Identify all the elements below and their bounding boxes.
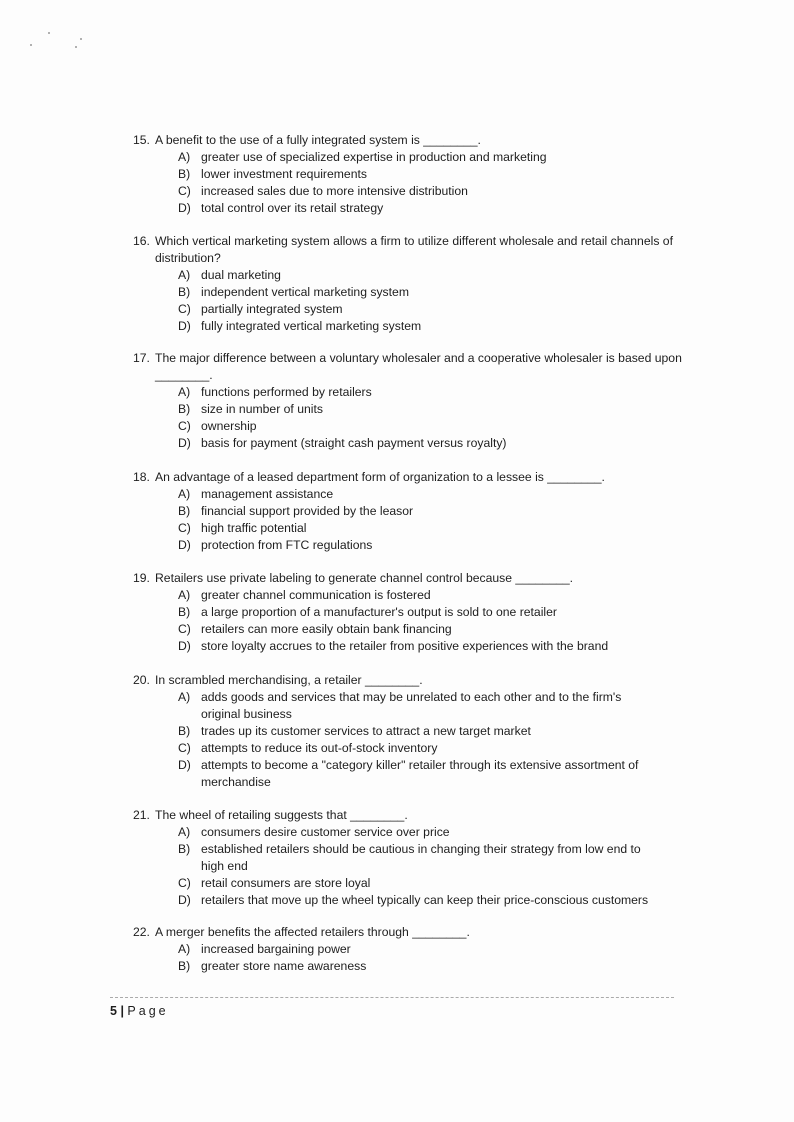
option-text: a large proportion of a manufacturer's output is sold to one retailer bbox=[201, 605, 557, 619]
question-text: Retailers use private labeling to generate channel control because ________. bbox=[155, 571, 574, 585]
option-letter: A) bbox=[178, 942, 191, 956]
question-number: 21. bbox=[133, 808, 150, 822]
option-letter: B) bbox=[178, 959, 191, 973]
option-letter: A) bbox=[178, 588, 191, 602]
scan-speck bbox=[30, 44, 32, 46]
option-letter: D) bbox=[178, 201, 191, 215]
option-letter: A) bbox=[178, 825, 191, 839]
option-letter: A) bbox=[178, 268, 191, 282]
option-letter: C) bbox=[178, 741, 191, 755]
scan-speck bbox=[48, 32, 50, 34]
answer-option bbox=[178, 418, 683, 435]
question-stem bbox=[133, 233, 683, 267]
option-text: independent vertical marketing system bbox=[201, 285, 409, 299]
question-19 bbox=[133, 570, 683, 655]
question-text: A merger benefits the affected retailers through ________. bbox=[155, 925, 470, 939]
option-letter: C) bbox=[178, 302, 191, 316]
question-number: 17. bbox=[133, 351, 150, 365]
option-letter: C) bbox=[178, 419, 191, 433]
option-letter: C) bbox=[178, 521, 191, 535]
option-text: greater channel communication is fostered bbox=[201, 588, 431, 602]
option-letter: C) bbox=[178, 622, 191, 636]
question-number: 15. bbox=[133, 133, 150, 147]
question-number: 22. bbox=[133, 925, 150, 939]
option-text: functions performed by retailers bbox=[201, 385, 372, 399]
answer-option bbox=[178, 166, 683, 183]
question-21 bbox=[133, 807, 683, 909]
answer-option bbox=[178, 486, 683, 503]
question-number: 19. bbox=[133, 571, 150, 585]
option-text: financial support provided by the leasor bbox=[201, 504, 414, 518]
option-letter: B) bbox=[178, 842, 191, 856]
option-text: attempts to become a "category killer" retailer through its extensive assortment of merchandise bbox=[201, 758, 639, 789]
option-text: consumers desire customer service over price bbox=[201, 825, 450, 839]
answer-option bbox=[178, 267, 683, 284]
answer-option bbox=[178, 740, 683, 757]
answer-option bbox=[178, 941, 683, 958]
option-text: basis for payment (straight cash payment versus royalty) bbox=[201, 436, 507, 450]
option-text: store loyalty accrues to the retailer from positive experiences with the brand bbox=[201, 639, 609, 653]
option-letter: A) bbox=[178, 690, 191, 704]
question-stem bbox=[133, 570, 683, 587]
answer-option bbox=[178, 435, 683, 452]
option-text: adds goods and services that may be unrelated to each other and to the firm's original business bbox=[201, 690, 622, 721]
option-text: retail consumers are store loyal bbox=[201, 876, 371, 890]
answer-option bbox=[178, 537, 683, 554]
answer-option bbox=[178, 384, 683, 401]
page-number: 5 bbox=[110, 1004, 117, 1018]
question-20 bbox=[133, 672, 683, 791]
option-text: established retailers should be cautious in changing their strategy from low end to high end bbox=[201, 842, 641, 873]
answer-option bbox=[178, 587, 683, 604]
option-text: lower investment requirements bbox=[201, 167, 367, 181]
option-letter: B) bbox=[178, 504, 191, 518]
option-text: retailers can more easily obtain bank financing bbox=[201, 622, 452, 636]
option-text: ownership bbox=[201, 419, 257, 433]
option-letter: C) bbox=[178, 876, 191, 890]
answer-option bbox=[178, 318, 683, 335]
option-text: partially integrated system bbox=[201, 302, 343, 316]
option-letter: B) bbox=[178, 285, 191, 299]
option-text: fully integrated vertical marketing system bbox=[201, 319, 422, 333]
answer-option bbox=[178, 824, 683, 841]
answer-option bbox=[178, 892, 683, 909]
option-text: retailers that move up the wheel typically can keep their price-conscious customers bbox=[201, 893, 649, 907]
question-number: 18. bbox=[133, 470, 150, 484]
option-letter: D) bbox=[178, 639, 191, 653]
option-letter: D) bbox=[178, 758, 191, 772]
answer-option bbox=[178, 503, 683, 520]
answer-option bbox=[178, 200, 683, 217]
question-stem bbox=[133, 469, 683, 486]
question-17 bbox=[133, 350, 683, 452]
option-text: increased sales due to more intensive distribution bbox=[201, 184, 468, 198]
option-letter: B) bbox=[178, 167, 191, 181]
option-text: greater use of specialized expertise in production and marketing bbox=[201, 150, 547, 164]
option-letter: D) bbox=[178, 319, 191, 333]
answer-option bbox=[178, 284, 683, 301]
scan-speck bbox=[75, 46, 77, 48]
page-footer bbox=[110, 1004, 169, 1018]
option-text: trades up its customer services to attract a new target market bbox=[201, 724, 531, 738]
question-stem bbox=[133, 924, 683, 941]
answer-option bbox=[178, 621, 683, 638]
option-text: greater store name awareness bbox=[201, 959, 367, 973]
question-number: 20. bbox=[133, 673, 150, 687]
answer-option bbox=[178, 520, 683, 537]
question-text: Which vertical marketing system allows a firm to utilize different wholesale and retail channels of distribution? bbox=[155, 234, 673, 265]
question-stem bbox=[133, 350, 683, 384]
answer-option bbox=[178, 689, 683, 723]
option-text: management assistance bbox=[201, 487, 334, 501]
option-letter: D) bbox=[178, 538, 191, 552]
answer-option bbox=[178, 638, 683, 655]
question-number: 16. bbox=[133, 234, 150, 248]
question-22 bbox=[133, 924, 683, 975]
answer-option bbox=[178, 604, 683, 621]
question-text: An advantage of a leased department form of organization to a lessee is ________. bbox=[155, 470, 605, 484]
option-text: total control over its retail strategy bbox=[201, 201, 384, 215]
question-text: The wheel of retailing suggests that ________. bbox=[155, 808, 408, 822]
answer-option bbox=[178, 183, 683, 200]
question-text: In scrambled merchandising, a retailer ________. bbox=[155, 673, 423, 687]
answer-option bbox=[178, 149, 683, 166]
option-letter: B) bbox=[178, 402, 191, 416]
page-label: Page bbox=[127, 1004, 169, 1018]
question-text: A benefit to the use of a fully integrated system is ________. bbox=[155, 133, 481, 147]
answer-option bbox=[178, 757, 683, 791]
option-letter: B) bbox=[178, 605, 191, 619]
option-letter: A) bbox=[178, 487, 191, 501]
answer-option bbox=[178, 958, 683, 975]
answer-option bbox=[178, 301, 683, 318]
question-stem bbox=[133, 807, 683, 824]
question-15 bbox=[133, 132, 683, 217]
option-text: high traffic potential bbox=[201, 521, 307, 535]
option-letter: A) bbox=[178, 150, 191, 164]
option-text: attempts to reduce its out-of-stock inventory bbox=[201, 741, 438, 755]
answer-option bbox=[178, 723, 683, 740]
question-18 bbox=[133, 469, 683, 554]
option-letter: D) bbox=[178, 436, 191, 450]
option-text: increased bargaining power bbox=[201, 942, 351, 956]
option-letter: B) bbox=[178, 724, 191, 738]
question-16 bbox=[133, 233, 683, 335]
question-stem bbox=[133, 132, 683, 149]
option-text: dual marketing bbox=[201, 268, 281, 282]
option-text: size in number of units bbox=[201, 402, 323, 416]
answer-option bbox=[178, 875, 683, 892]
answer-option bbox=[178, 401, 683, 418]
question-stem bbox=[133, 672, 683, 689]
footer-divider bbox=[110, 997, 674, 998]
option-letter: C) bbox=[178, 184, 191, 198]
answer-option bbox=[178, 841, 683, 875]
option-letter: D) bbox=[178, 893, 191, 907]
scan-speck bbox=[80, 38, 82, 40]
option-text: protection from FTC regulations bbox=[201, 538, 373, 552]
option-letter: A) bbox=[178, 385, 191, 399]
question-text: The major difference between a voluntary wholesaler and a cooperative wholesaler is based upon ________. bbox=[155, 351, 682, 382]
footer-separator: | bbox=[120, 1004, 124, 1018]
